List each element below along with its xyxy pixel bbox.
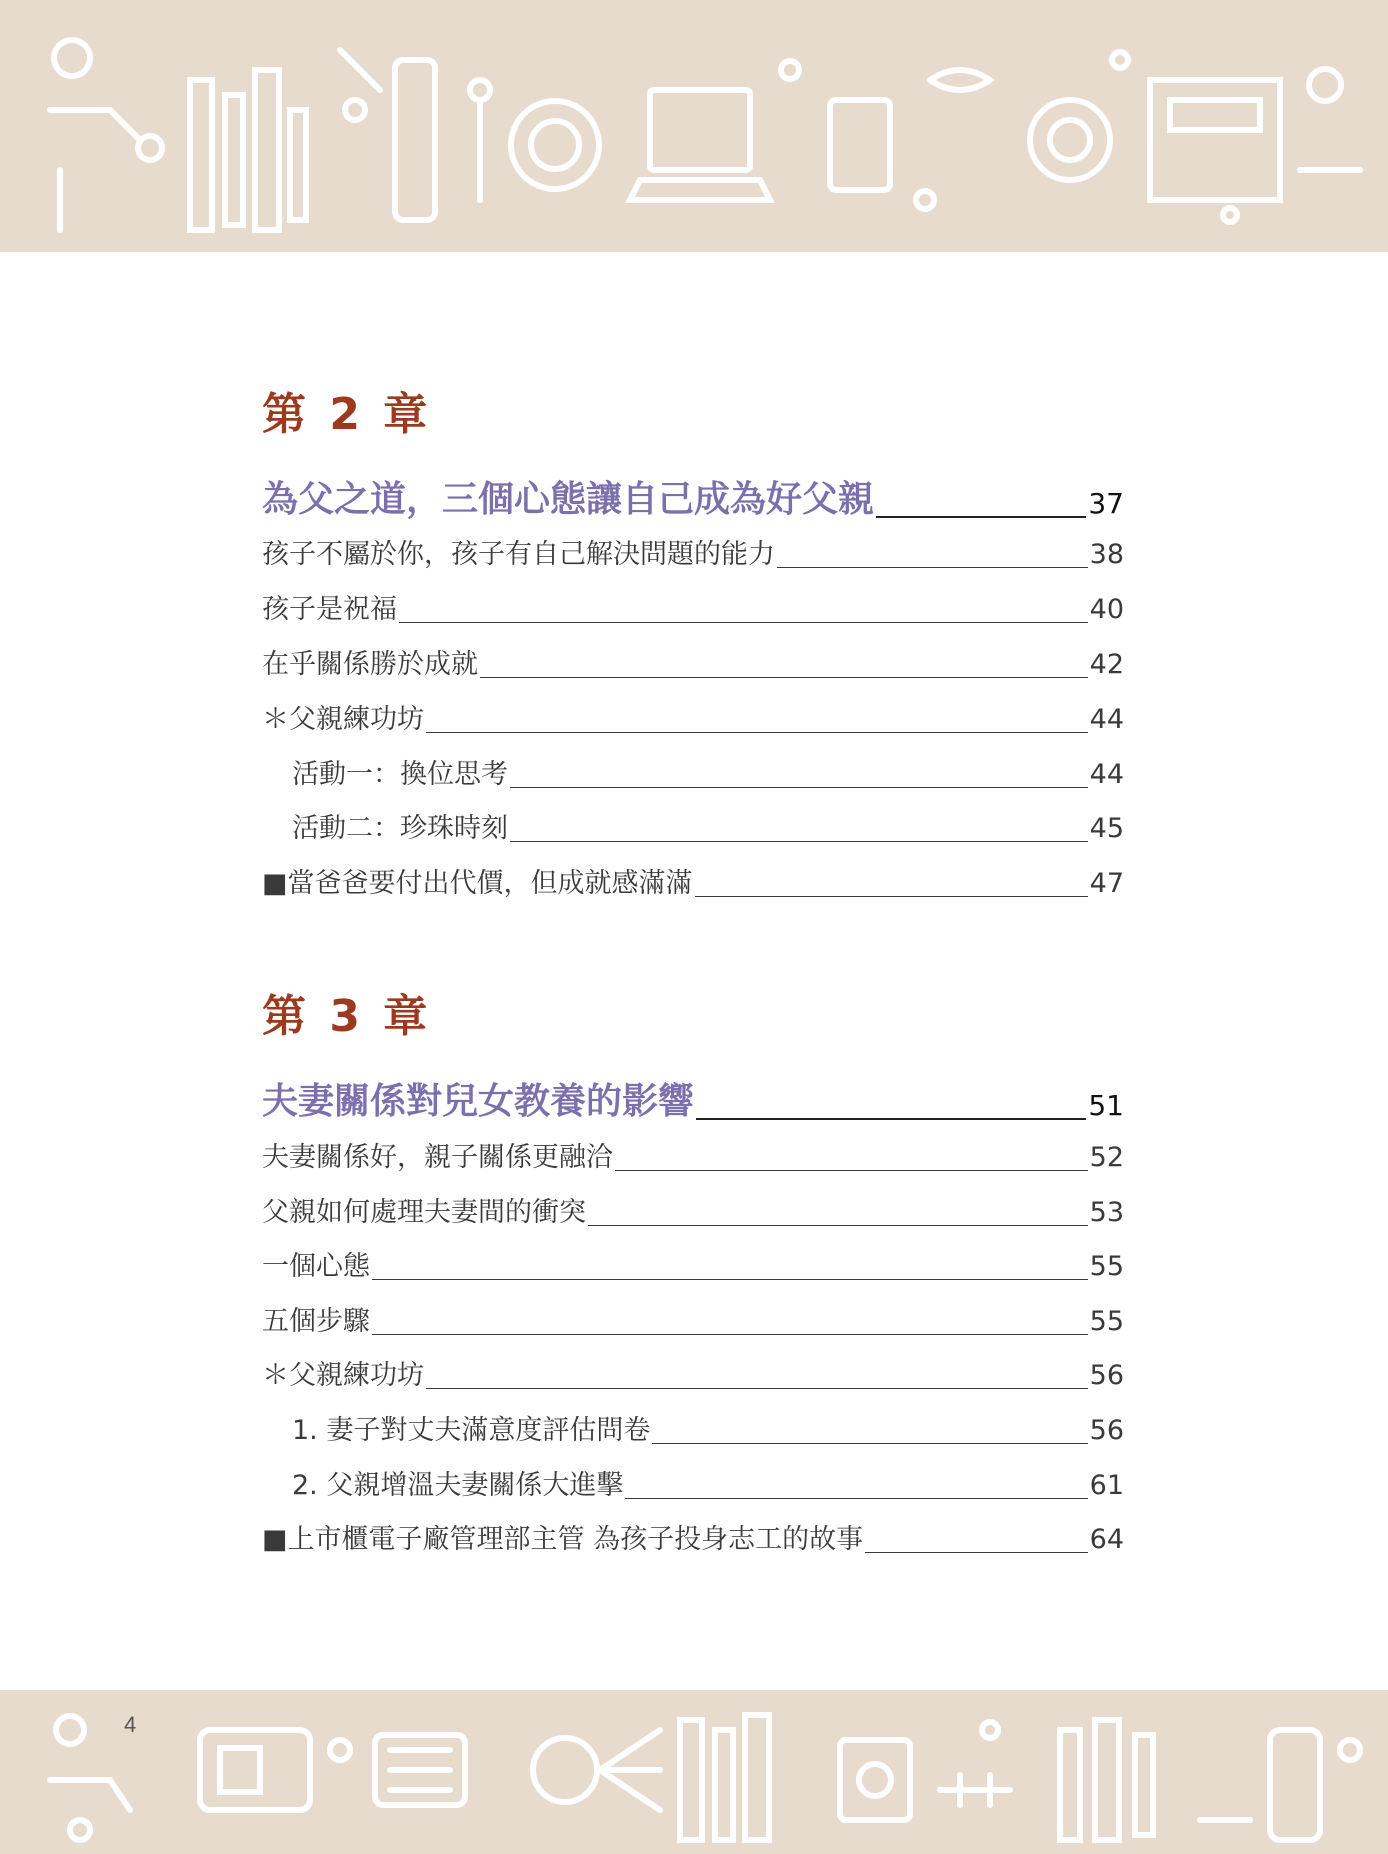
toc-entry-title: 在乎關係勝於成就: [262, 649, 478, 680]
leader-line: [510, 841, 1088, 842]
leader-line: [399, 622, 1088, 623]
chapter-heading: 第 2 章: [262, 389, 432, 440]
chapter-heading: 第 3 章: [262, 991, 432, 1042]
leader-line: [696, 1118, 1086, 1120]
toc-entry-title: 父親如何處理夫妻間的衝突: [262, 1197, 586, 1228]
toc-entry-page: 55: [1089, 1306, 1124, 1337]
toc-entry-title: 夫妻關係好，親子關係更融洽: [262, 1142, 613, 1173]
leader-line: [777, 567, 1088, 568]
leader-line: [652, 1443, 1087, 1444]
toc-entry[interactable]: [262, 1129, 1124, 1175]
top-decorative-band: [0, 0, 1388, 252]
circuit-pattern-icon: [0, 1690, 1388, 1854]
toc-entry-page: 51: [1088, 1089, 1124, 1122]
leader-line: [372, 1279, 1088, 1280]
toc-entry-page: 37: [1088, 487, 1124, 520]
toc-entry[interactable]: [262, 800, 1124, 846]
leader-line: [695, 896, 1088, 897]
toc-entry[interactable]: [262, 1238, 1124, 1284]
toc-entry-title: 1. 妻子對丈夫滿意度評估問卷: [292, 1415, 651, 1446]
toc-entry-page: 45: [1089, 813, 1124, 844]
leader-line: [615, 1170, 1088, 1171]
toc-entry-title: ■上市櫃電子廠管理部主管 為孩子投身志工的故事: [262, 1524, 864, 1555]
leader-line: [372, 1334, 1088, 1335]
circuit-pattern-icon: [0, 0, 1388, 252]
toc-entry-page: 55: [1089, 1251, 1124, 1282]
leader-line: [625, 1498, 1087, 1499]
toc-entry[interactable]: [262, 1511, 1124, 1557]
toc-entry[interactable]: [262, 1184, 1124, 1230]
toc-entry-page: 64: [1089, 1524, 1124, 1555]
toc-entry[interactable]: [262, 1457, 1124, 1503]
leader-line: [480, 677, 1088, 678]
toc-entry[interactable]: [262, 1347, 1124, 1393]
toc-entry-title: 為父之道，三個心態讓自己成為好父親: [262, 479, 875, 520]
toc-entry-page: 40: [1089, 594, 1124, 625]
toc-entry-title: 五個步驟: [262, 1306, 370, 1337]
toc-section-lead[interactable]: [262, 466, 1124, 522]
bottom-decorative-band: [0, 1690, 1388, 1854]
toc-section-lead[interactable]: [262, 1068, 1124, 1124]
toc-entry-page: 53: [1089, 1197, 1124, 1228]
leader-line: [588, 1225, 1088, 1226]
toc-entry-title: 活動一：換位思考: [292, 759, 508, 790]
toc-entry-page: 42: [1089, 649, 1124, 680]
toc-entry-title: 孩子不屬於你，孩子有自己解決問題的能力: [262, 539, 775, 570]
toc-entry[interactable]: [262, 1293, 1124, 1339]
toc-entry-title: 活動二：珍珠時刻: [292, 813, 508, 844]
toc-entry-title: 夫妻關係對兒女教養的影響: [262, 1081, 695, 1122]
toc-entry-page: 52: [1089, 1142, 1124, 1173]
toc-entry[interactable]: [262, 1402, 1124, 1448]
toc-entry[interactable]: [262, 746, 1124, 792]
toc-entry-page: 44: [1089, 759, 1124, 790]
leader-line: [426, 732, 1088, 733]
toc-entry-page: 38: [1089, 539, 1124, 570]
toc-entry[interactable]: [262, 636, 1124, 682]
toc-entry-title: 2. 父親增溫夫妻關係大進擊: [292, 1470, 624, 1501]
leader-line: [510, 787, 1088, 788]
toc-entry[interactable]: [262, 855, 1124, 901]
toc-entry-title: 孩子是祝福: [262, 594, 397, 625]
toc-entry[interactable]: [262, 581, 1124, 627]
toc-entry[interactable]: [262, 691, 1124, 737]
toc-entry[interactable]: [262, 526, 1124, 572]
toc-entry-title: ■當爸爸要付出代價，但成就感滿滿: [262, 868, 693, 899]
page-number: 4: [124, 1712, 137, 1737]
leader-line: [876, 516, 1086, 518]
leader-line: [426, 1388, 1088, 1389]
leader-line: [865, 1552, 1088, 1553]
toc-entry-page: 56: [1089, 1415, 1124, 1446]
toc-entry-title: 一個心態: [262, 1251, 370, 1282]
toc-entry-page: 56: [1089, 1360, 1124, 1391]
toc-entry-title: ＊父親練功坊: [262, 704, 424, 735]
toc-entry-page: 61: [1089, 1470, 1124, 1501]
toc-entry-title: ＊父親練功坊: [262, 1360, 424, 1391]
toc-entry-page: 47: [1089, 868, 1124, 899]
toc-entry-page: 44: [1089, 704, 1124, 735]
